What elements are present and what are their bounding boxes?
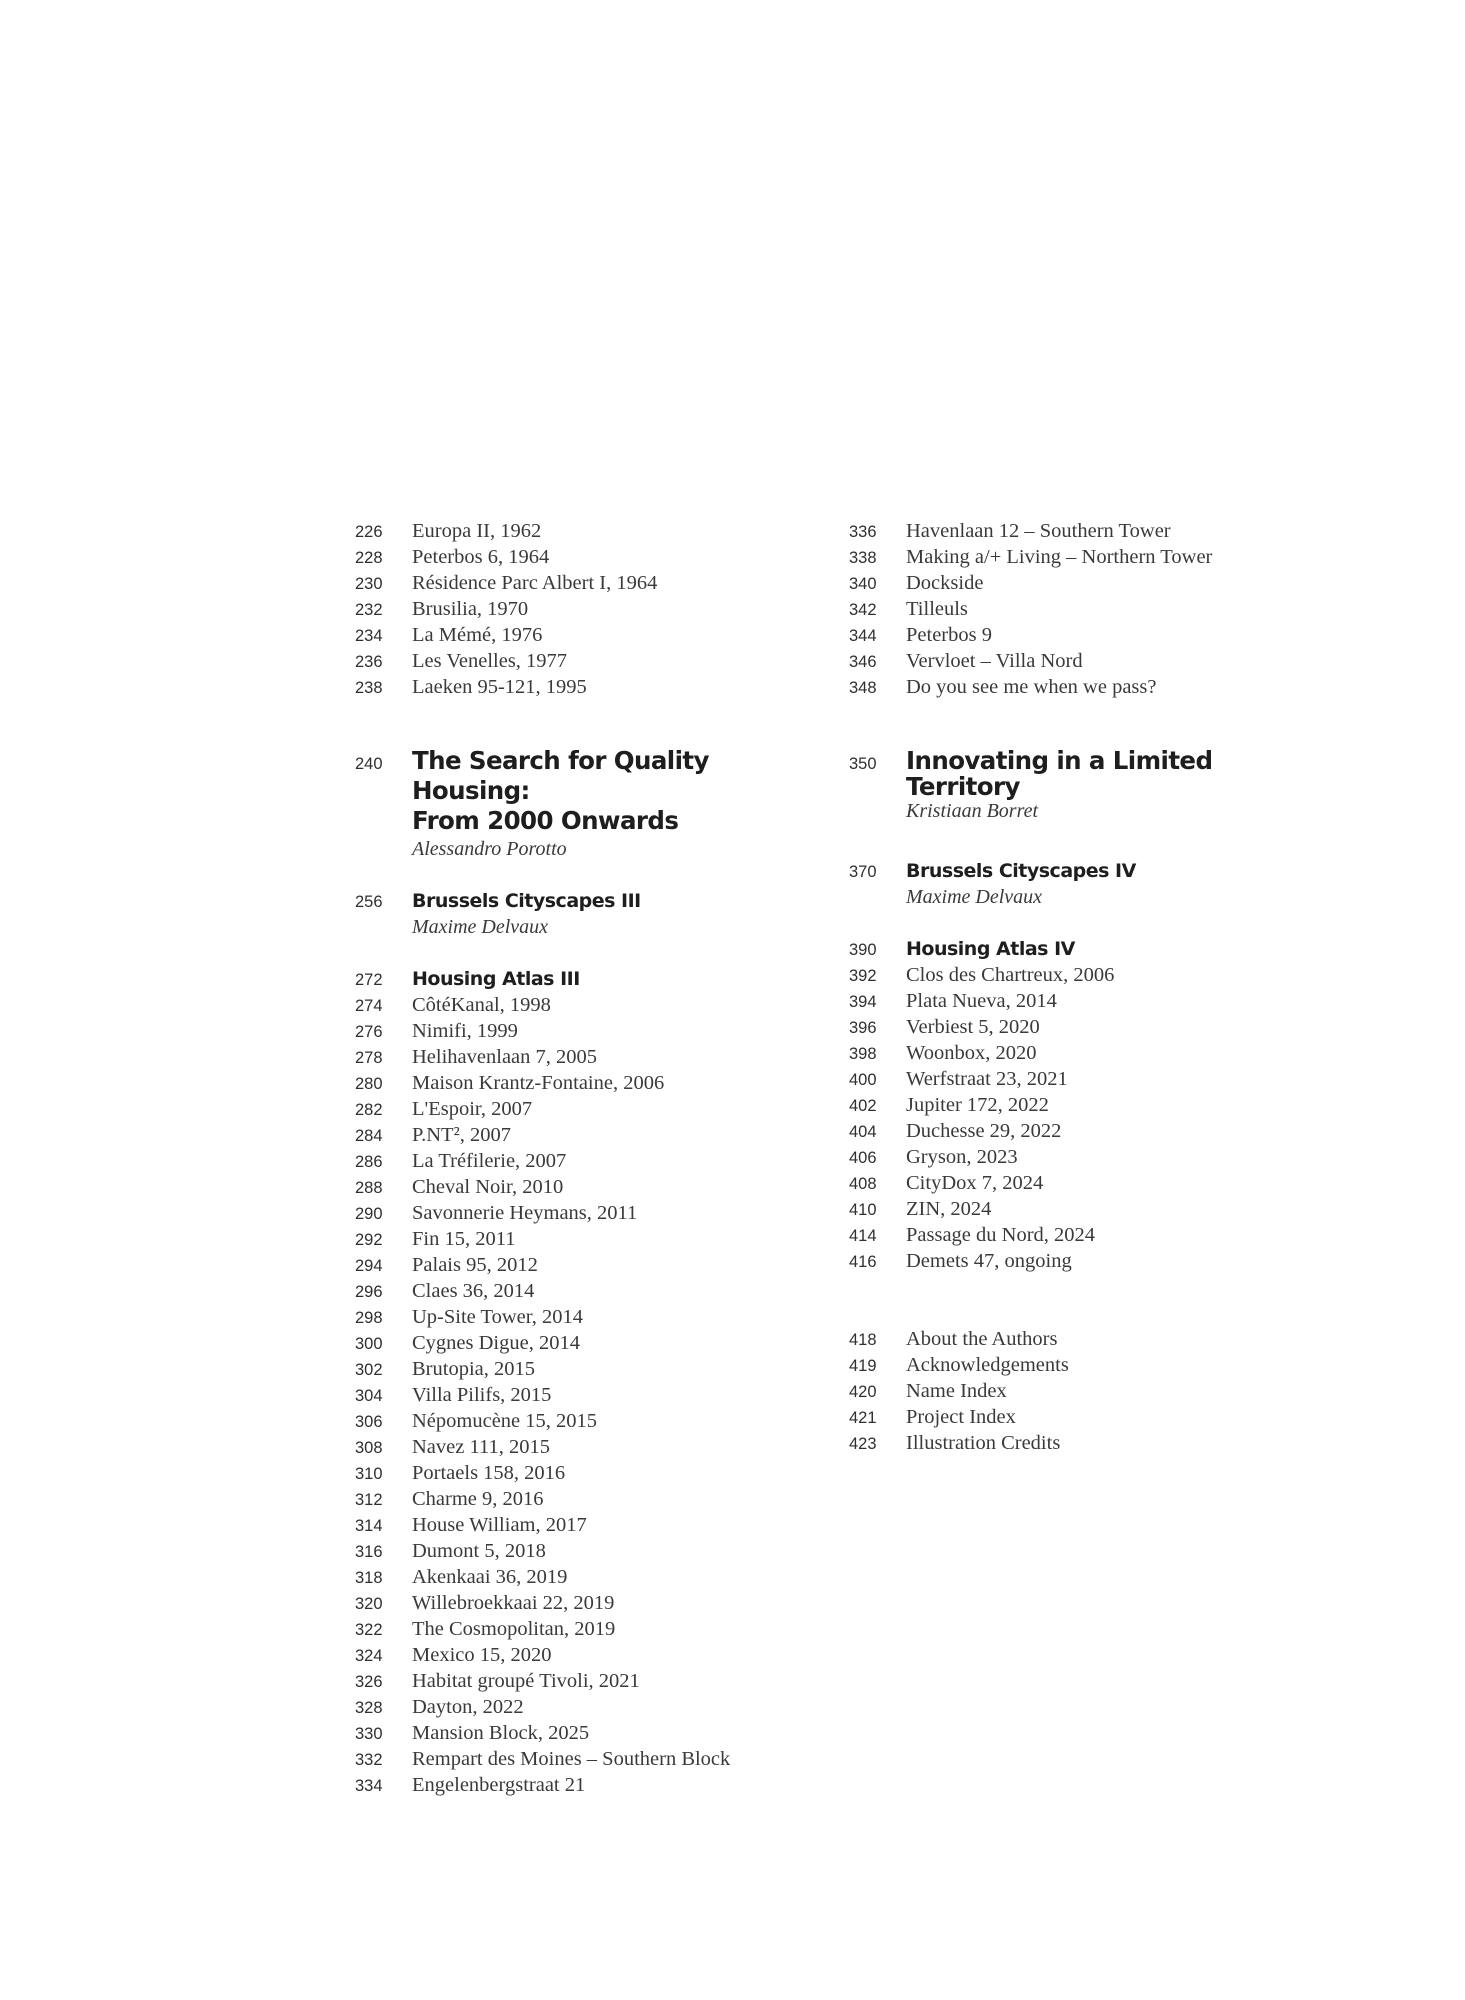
toc-entry[interactable]: [355, 1616, 795, 1642]
toc-page-number: 302: [355, 1361, 383, 1379]
toc-essay-title-line1: Innovating in a Limited: [906, 746, 1213, 775]
toc-page-number: 402: [849, 1097, 877, 1115]
toc-essay-author: Kristiaan Borret: [906, 800, 1039, 822]
toc-entry-title: P.NT², 2007: [412, 1124, 511, 1146]
toc-entry-title: Palais 95, 2012: [412, 1254, 538, 1276]
toc-entry-title: Clos des Chartreux, 2006: [906, 964, 1115, 986]
toc-entry-title: Cheval Noir, 2010: [412, 1176, 564, 1198]
toc-page-number: 236: [355, 653, 383, 671]
toc-entry-title: La Tréfilerie, 2007: [412, 1150, 567, 1172]
toc-entry[interactable]: [355, 1720, 795, 1746]
toc-page-number: 324: [355, 1647, 383, 1665]
toc-entry[interactable]: [355, 518, 795, 544]
toc-entry-title: Peterbos 9: [906, 624, 992, 646]
toc-entry-title: Dockside: [906, 572, 984, 594]
toc-page-number: 282: [355, 1101, 383, 1119]
toc-page-number: 396: [849, 1019, 877, 1037]
toc-entry[interactable]: [849, 1352, 1289, 1378]
toc-essay-title-line1: The Search for Quality Housing:: [412, 746, 709, 805]
toc-page-number: 418: [849, 1331, 877, 1349]
toc-entry[interactable]: [849, 1170, 1289, 1196]
toc-page-number: 336: [849, 523, 877, 541]
toc-page-number: 300: [355, 1335, 383, 1353]
toc-page-number: 240: [355, 755, 383, 773]
toc-page-number: 284: [355, 1127, 383, 1145]
toc-page-number: 226: [355, 523, 383, 541]
toc-entry-title: Project Index: [906, 1406, 1016, 1428]
toc-entry-title: Verbiest 5, 2020: [906, 1016, 1040, 1038]
toc-page-number: 318: [355, 1569, 383, 1587]
toc-essay-title-line2: Territory: [906, 772, 1020, 801]
toc-entry[interactable]: [355, 1746, 795, 1772]
toc-page-number: 370: [849, 863, 877, 881]
toc-page-number: 344: [849, 627, 877, 645]
toc-page-number: 346: [849, 653, 877, 671]
toc-entry[interactable]: [849, 962, 1289, 988]
toc-entry[interactable]: [849, 1040, 1289, 1066]
toc-column-right: [849, 518, 1289, 1456]
toc-page-number: 288: [355, 1179, 383, 1197]
toc-page-number: 328: [355, 1699, 383, 1717]
toc-entry[interactable]: [355, 1434, 795, 1460]
toc-entry-title: Brusilia, 1970: [412, 598, 529, 620]
toc-entry[interactable]: [849, 1222, 1289, 1248]
toc-page-number: 322: [355, 1621, 383, 1639]
toc-entry[interactable]: [849, 1118, 1289, 1144]
toc-section-author: Maxime Delvaux: [412, 916, 549, 938]
toc-page-number: 296: [355, 1283, 383, 1301]
toc-entry-title: Maison Krantz-Fontaine, 2006: [412, 1072, 665, 1094]
toc-entry[interactable]: [849, 1248, 1289, 1274]
toc-entry-title: Mexico 15, 2020: [412, 1644, 552, 1666]
toc-entry[interactable]: [355, 544, 795, 570]
toc-entry-title: Gryson, 2023: [906, 1146, 1018, 1168]
toc-entry-title: Mansion Block, 2025: [412, 1722, 590, 1744]
toc-entry-title: CôtéKanal, 1998: [412, 994, 551, 1016]
toc-entry[interactable]: [355, 596, 795, 622]
toc-entry-title: Tilleuls: [906, 598, 968, 620]
toc-entry[interactable]: [355, 1668, 795, 1694]
toc-entry-title: Name Index: [906, 1380, 1007, 1402]
toc-page-number: 298: [355, 1309, 383, 1327]
toc-entry[interactable]: [355, 1226, 795, 1252]
toc-page-number: 304: [355, 1387, 383, 1405]
toc-entry[interactable]: [355, 1590, 795, 1616]
toc-page-number: 278: [355, 1049, 383, 1067]
toc-page-number: 320: [355, 1595, 383, 1613]
toc-page-number: 230: [355, 575, 383, 593]
toc-entry[interactable]: [355, 1252, 795, 1278]
toc-page-number: 316: [355, 1543, 383, 1561]
toc-entry[interactable]: [355, 1200, 795, 1226]
toc-entry[interactable]: [355, 1304, 795, 1330]
toc-entry[interactable]: [355, 1382, 795, 1408]
toc-entry-title: Nimifi, 1999: [412, 1020, 518, 1042]
toc-page-number: 238: [355, 679, 383, 697]
toc-entry-title: ZIN, 2024: [906, 1198, 992, 1220]
toc-entry-title: Habitat groupé Tivoli, 2021: [412, 1670, 640, 1692]
toc-page-number: 419: [849, 1357, 877, 1375]
toc-entry-title: L'Espoir, 2007: [412, 1098, 533, 1120]
toc-entry[interactable]: [849, 1326, 1289, 1352]
toc-entry-title: La Mémé, 1976: [412, 624, 543, 646]
toc-page-number: 420: [849, 1383, 877, 1401]
toc-entry-title: Up-Site Tower, 2014: [412, 1306, 584, 1328]
toc-page-number: 330: [355, 1725, 383, 1743]
toc-entry-title: Villa Pilifs, 2015: [412, 1384, 552, 1406]
toc-entry-title: Fin 15, 2011: [412, 1228, 516, 1250]
toc-entry[interactable]: [355, 1486, 795, 1512]
toc-entry[interactable]: [849, 1144, 1289, 1170]
toc-entry[interactable]: [849, 596, 1289, 622]
toc-entry[interactable]: [849, 622, 1289, 648]
toc-entry[interactable]: [355, 648, 795, 674]
toc-page-number: 408: [849, 1175, 877, 1193]
toc-entry-title: Vervloet – Villa Nord: [906, 650, 1083, 672]
toc-essay-right[interactable]: [849, 746, 1289, 824]
toc-entry[interactable]: [355, 1460, 795, 1486]
toc-section-author: Maxime Delvaux: [906, 886, 1043, 908]
toc-entry-title: Woonbox, 2020: [906, 1042, 1037, 1064]
toc-page-number: 234: [355, 627, 383, 645]
toc-entry-title: Engelenbergstraat 21: [412, 1774, 586, 1796]
toc-page-number: 326: [355, 1673, 383, 1691]
toc-page-number: 306: [355, 1413, 383, 1431]
toc-entry-title: Népomucène 15, 2015: [412, 1410, 598, 1432]
toc-entry-title: House William, 2017: [412, 1514, 587, 1536]
toc-page-number: 400: [849, 1071, 877, 1089]
toc-entry[interactable]: [355, 1356, 795, 1382]
toc-cityscapes-right[interactable]: [849, 858, 1289, 910]
toc-page-number: 423: [849, 1435, 877, 1453]
toc-entry-title: Europa II, 1962: [412, 520, 542, 542]
toc-entry[interactable]: [355, 1330, 795, 1356]
toc-entry[interactable]: [355, 1642, 795, 1668]
toc-entry[interactable]: [355, 1018, 795, 1044]
toc-page-number: 404: [849, 1123, 877, 1141]
toc-atlas-right[interactable]: [849, 936, 1289, 962]
toc-page-number: 256: [355, 893, 383, 911]
toc-page-number: 286: [355, 1153, 383, 1171]
toc-entry[interactable]: [849, 648, 1289, 674]
toc-entry-title: Claes 36, 2014: [412, 1280, 535, 1302]
toc-entry[interactable]: [355, 1044, 795, 1070]
toc-page-number: 276: [355, 1023, 383, 1041]
toc-page-number: 294: [355, 1257, 383, 1275]
toc-entry-title: Navez 111, 2015: [412, 1436, 550, 1458]
toc-list-right-1: [849, 518, 1289, 700]
toc-entry-title: The Cosmopolitan, 2019: [412, 1618, 616, 1640]
toc-entry-title: Peterbos 6, 1964: [412, 546, 550, 568]
toc-entry-title: Willebroekkaai 22, 2019: [412, 1592, 615, 1614]
toc-entry[interactable]: [849, 1066, 1289, 1092]
toc-entry-title: Laeken 95-121, 1995: [412, 676, 587, 698]
toc-page-number: 348: [849, 679, 877, 697]
toc-page-number: 314: [355, 1517, 383, 1535]
toc-entry[interactable]: [849, 518, 1289, 544]
toc-entry[interactable]: [849, 1430, 1289, 1456]
toc-entry-title: Havenlaan 12 – Southern Tower: [906, 520, 1171, 542]
toc-essay-title-line2: From 2000 Onwards: [412, 806, 679, 835]
toc-entry[interactable]: [849, 1404, 1289, 1430]
toc-entry[interactable]: [849, 544, 1289, 570]
toc-column-left: [355, 518, 795, 1798]
toc-section-title: Brussels Cityscapes IV: [906, 860, 1136, 882]
toc-entry[interactable]: [849, 674, 1289, 700]
toc-entry-title: Werfstraat 23, 2021: [906, 1068, 1068, 1090]
toc-entry-title: Akenkaai 36, 2019: [412, 1566, 568, 1588]
toc-entry[interactable]: [849, 1014, 1289, 1040]
toc-entry-title: Making a/+ Living – Northern Tower: [906, 546, 1213, 568]
toc-page-number: 410: [849, 1201, 877, 1219]
toc-page-number: 308: [355, 1439, 383, 1457]
toc-page-number: 280: [355, 1075, 383, 1093]
toc-page-number: 272: [355, 971, 383, 989]
toc-section-title: Housing Atlas III: [412, 968, 580, 990]
toc-entry-title: About the Authors: [906, 1328, 1058, 1350]
toc-entry[interactable]: [355, 1564, 795, 1590]
toc-entry[interactable]: [355, 1096, 795, 1122]
toc-entry[interactable]: [849, 1196, 1289, 1222]
toc-page-number: 228: [355, 549, 383, 567]
toc-entry-title: Demets 47, ongoing: [906, 1250, 1072, 1272]
toc-entry[interactable]: [355, 1148, 795, 1174]
toc-entry[interactable]: [849, 1092, 1289, 1118]
toc-entry[interactable]: [355, 1070, 795, 1096]
toc-page-number: 232: [355, 601, 383, 619]
toc-list-left-2: [355, 992, 795, 1798]
toc-page-number: 414: [849, 1227, 877, 1245]
toc-section-title: Brussels Cityscapes III: [412, 890, 641, 912]
toc-cityscapes-left[interactable]: [355, 888, 795, 940]
toc-entry-title: Acknowledgements: [906, 1354, 1069, 1376]
toc-entry-title: Illustration Credits: [906, 1432, 1061, 1454]
toc-entry-title: Résidence Parc Albert I, 1964: [412, 572, 658, 594]
toc-page-number: 292: [355, 1231, 383, 1249]
toc-page-number: 342: [849, 601, 877, 619]
toc-atlas-left[interactable]: [355, 966, 795, 992]
toc-page-number: 338: [849, 549, 877, 567]
toc-page-number: 392: [849, 967, 877, 985]
toc-list-right-2: [849, 962, 1289, 1274]
toc-page-number: 394: [849, 993, 877, 1011]
toc-entry-title: Plata Nueva, 2014: [906, 990, 1057, 1012]
toc-page-number: 310: [355, 1465, 383, 1483]
toc-page-number: 274: [355, 997, 383, 1015]
toc-entry[interactable]: [355, 1122, 795, 1148]
toc-entry-title: Dumont 5, 2018: [412, 1540, 546, 1562]
toc-page-number: 312: [355, 1491, 383, 1509]
toc-entry-title: Cygnes Digue, 2014: [412, 1332, 580, 1354]
toc-entry[interactable]: [355, 1408, 795, 1434]
toc-entry[interactable]: [355, 992, 795, 1018]
toc-entry[interactable]: [355, 622, 795, 648]
toc-page-number: 398: [849, 1045, 877, 1063]
toc-entry-title: Helihavenlaan 7, 2005: [412, 1046, 598, 1068]
toc-entry[interactable]: [355, 1174, 795, 1200]
toc-page-number: 406: [849, 1149, 877, 1167]
toc-entry-title: CityDox 7, 2024: [906, 1172, 1044, 1194]
toc-essay-left[interactable]: [355, 746, 795, 862]
toc-entry[interactable]: [355, 1512, 795, 1538]
toc-section-title: Housing Atlas IV: [906, 938, 1075, 960]
toc-page-number: 350: [849, 755, 877, 773]
toc-entry[interactable]: [355, 570, 795, 596]
toc-essay-author: Alessandro Porotto: [412, 838, 567, 860]
toc-backmatter: [849, 1326, 1289, 1456]
toc-entry-title: Jupiter 172, 2022: [906, 1094, 1049, 1116]
toc-entry[interactable]: [355, 1694, 795, 1720]
toc-entry-title: Passage du Nord, 2024: [906, 1224, 1096, 1246]
toc-entry[interactable]: [849, 570, 1289, 596]
toc-page-number: 332: [355, 1751, 383, 1769]
toc-page-number: 421: [849, 1409, 877, 1427]
toc-entry[interactable]: [849, 988, 1289, 1014]
toc-page-number: 390: [849, 941, 877, 959]
toc-entry[interactable]: [355, 1772, 795, 1798]
toc-entry-title: Savonnerie Heymans, 2011: [412, 1202, 638, 1224]
toc-entry[interactable]: [355, 674, 795, 700]
toc-entry-title: Charme 9, 2016: [412, 1488, 544, 1510]
toc-entry-title: Do you see me when we pass?: [906, 676, 1157, 698]
toc-entry-title: Dayton, 2022: [412, 1696, 524, 1718]
toc-list-left-1: [355, 518, 795, 700]
toc-page-number: 416: [849, 1253, 877, 1271]
toc-page-number: 290: [355, 1205, 383, 1223]
toc-entry-title: Les Venelles, 1977: [412, 650, 568, 672]
toc-entry[interactable]: [849, 1378, 1289, 1404]
toc-entry-title: Rempart des Moines – Southern Block: [412, 1748, 731, 1770]
toc-page-number: 340: [849, 575, 877, 593]
toc-entry-title: Duchesse 29, 2022: [906, 1120, 1062, 1142]
toc-entry-title: Brutopia, 2015: [412, 1358, 535, 1380]
toc-entry-title: Portaels 158, 2016: [412, 1462, 566, 1484]
toc-entry[interactable]: [355, 1278, 795, 1304]
toc-entry[interactable]: [355, 1538, 795, 1564]
toc-page-number: 334: [355, 1777, 383, 1795]
